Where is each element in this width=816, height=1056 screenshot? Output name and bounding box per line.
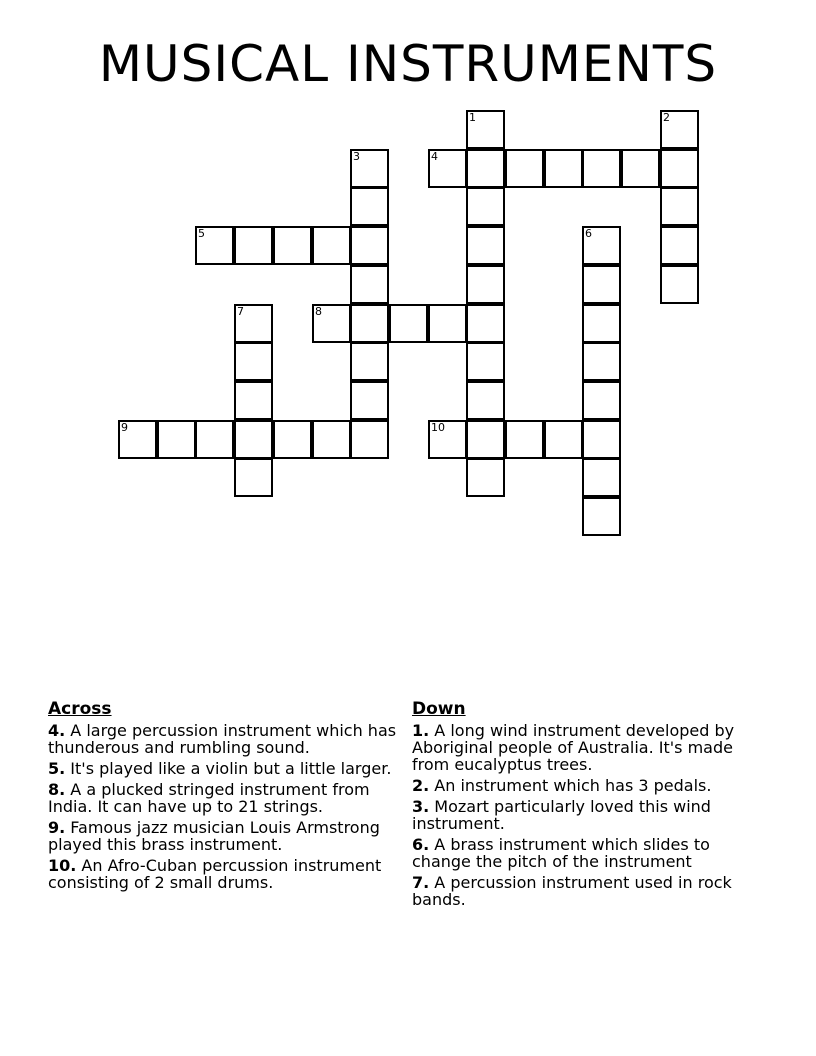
grid-cell[interactable] <box>350 420 389 459</box>
across-clue-text: An Afro-Cuban percussion instrument consisting of 2 small drums. <box>48 856 382 892</box>
across-clue-number: 9. <box>48 818 66 837</box>
down-clue <box>412 874 757 908</box>
grid-cell[interactable] <box>466 110 505 149</box>
grid-cell[interactable] <box>466 304 505 343</box>
across-clue-list <box>48 722 408 891</box>
grid-cell[interactable] <box>582 304 621 343</box>
across-clue-text: It's played like a violin but a little larger. <box>65 759 392 778</box>
grid-cell[interactable] <box>466 381 505 420</box>
grid-cell[interactable] <box>312 226 351 265</box>
clue-number-label: 8 <box>315 305 322 318</box>
across-clue <box>48 819 408 853</box>
down-heading: Down <box>412 699 466 719</box>
grid-cell[interactable] <box>466 265 505 304</box>
across-clue <box>48 781 408 815</box>
down-clue-number: 1. <box>412 721 430 740</box>
grid-cell[interactable] <box>234 226 273 265</box>
grid-cell[interactable] <box>466 226 505 265</box>
grid-cell[interactable] <box>582 420 621 459</box>
grid-cell[interactable] <box>312 420 351 459</box>
grid-cell[interactable] <box>582 458 621 497</box>
down-clue-text: A long wind instrument developed by Aboriginal people of Australia. It's made from eucalyptus trees. <box>412 721 735 774</box>
grid-cell[interactable] <box>350 342 389 381</box>
grid-cell[interactable] <box>582 149 621 188</box>
clue-number-label: 2 <box>663 111 670 124</box>
across-clue <box>48 760 408 777</box>
across-clue-number: 4. <box>48 721 66 740</box>
grid-cell[interactable] <box>350 381 389 420</box>
grid-cell[interactable] <box>234 458 273 497</box>
grid-cell[interactable] <box>234 420 273 459</box>
grid-cell[interactable] <box>195 226 234 265</box>
grid-cell[interactable] <box>660 187 699 226</box>
across-clue-number: 10. <box>48 856 77 875</box>
grid-cell[interactable] <box>466 149 505 188</box>
grid-cell[interactable] <box>505 149 544 188</box>
down-clue-number: 2. <box>412 776 430 795</box>
grid-cell[interactable] <box>660 149 699 188</box>
across-clues <box>48 699 408 895</box>
grid-cell[interactable] <box>234 342 273 381</box>
grid-cell[interactable] <box>582 381 621 420</box>
puzzle-title: MUSICAL INSTRUMENTS <box>98 35 718 93</box>
across-clue-text: A large percussion instrument which has thunderous and rumbling sound. <box>48 721 397 757</box>
grid-cell[interactable] <box>660 110 699 149</box>
down-clue-text: An instrument which has 3 pedals. <box>429 776 712 795</box>
down-clue-list <box>412 722 757 908</box>
down-clue <box>412 836 757 870</box>
down-clues <box>412 699 757 912</box>
down-clue <box>412 798 757 832</box>
grid-cell[interactable] <box>234 381 273 420</box>
grid-cell[interactable] <box>350 265 389 304</box>
grid-cell[interactable] <box>428 420 467 459</box>
grid-cell[interactable] <box>350 149 389 188</box>
grid-cell[interactable] <box>273 226 312 265</box>
grid-cell[interactable] <box>505 420 544 459</box>
grid-cell[interactable] <box>350 304 389 343</box>
grid-cell[interactable] <box>273 420 312 459</box>
grid-cell[interactable] <box>389 304 428 343</box>
across-clue-number: 5. <box>48 759 66 778</box>
grid-cell[interactable] <box>195 420 234 459</box>
grid-cell[interactable] <box>157 420 196 459</box>
down-clue-text: A percussion instrument used in rock bands. <box>412 873 732 909</box>
down-clue-number: 7. <box>412 873 430 892</box>
down-clue-number: 3. <box>412 797 430 816</box>
clue-number-label: 6 <box>585 227 592 240</box>
down-clue <box>412 777 757 794</box>
across-clue-text: Famous jazz musician Louis Armstrong played this brass instrument. <box>48 818 380 854</box>
grid-cell[interactable] <box>621 149 660 188</box>
clue-number-label: 7 <box>237 305 244 318</box>
grid-cell[interactable] <box>582 497 621 536</box>
grid-cell[interactable] <box>544 420 583 459</box>
grid-cell[interactable] <box>312 304 351 343</box>
down-clue <box>412 722 757 773</box>
across-clue <box>48 857 408 891</box>
clue-number-label: 9 <box>121 421 128 434</box>
grid-cell[interactable] <box>582 342 621 381</box>
grid-cell[interactable] <box>660 265 699 304</box>
across-clue-number: 8. <box>48 780 66 799</box>
grid-cell[interactable] <box>582 226 621 265</box>
grid-cell[interactable] <box>428 149 467 188</box>
grid-cell[interactable] <box>428 304 467 343</box>
grid-cell[interactable] <box>118 420 157 459</box>
clue-number-label: 10 <box>431 421 445 434</box>
grid-cell[interactable] <box>350 226 389 265</box>
grid-cell[interactable] <box>466 420 505 459</box>
clue-number-label: 3 <box>353 150 360 163</box>
grid-cell[interactable] <box>466 187 505 226</box>
grid-cell[interactable] <box>350 187 389 226</box>
grid-cell[interactable] <box>234 304 273 343</box>
grid-cell[interactable] <box>544 149 583 188</box>
down-clue-text: A brass instrument which slides to change the pitch of the instrument <box>412 835 710 871</box>
grid-cell[interactable] <box>582 265 621 304</box>
across-clue-text: A a plucked stringed instrument from India. It can have up to 21 strings. <box>48 780 370 816</box>
grid-cell[interactable] <box>660 226 699 265</box>
clue-number-label: 5 <box>198 227 205 240</box>
grid-cell[interactable] <box>466 342 505 381</box>
grid-cell[interactable] <box>466 458 505 497</box>
clue-number-label: 4 <box>431 150 438 163</box>
across-clue <box>48 722 408 756</box>
down-clue-number: 6. <box>412 835 430 854</box>
down-clue-text: Mozart particularly loved this wind instrument. <box>412 797 711 833</box>
across-heading: Across <box>48 699 112 719</box>
clue-number-label: 1 <box>469 111 476 124</box>
